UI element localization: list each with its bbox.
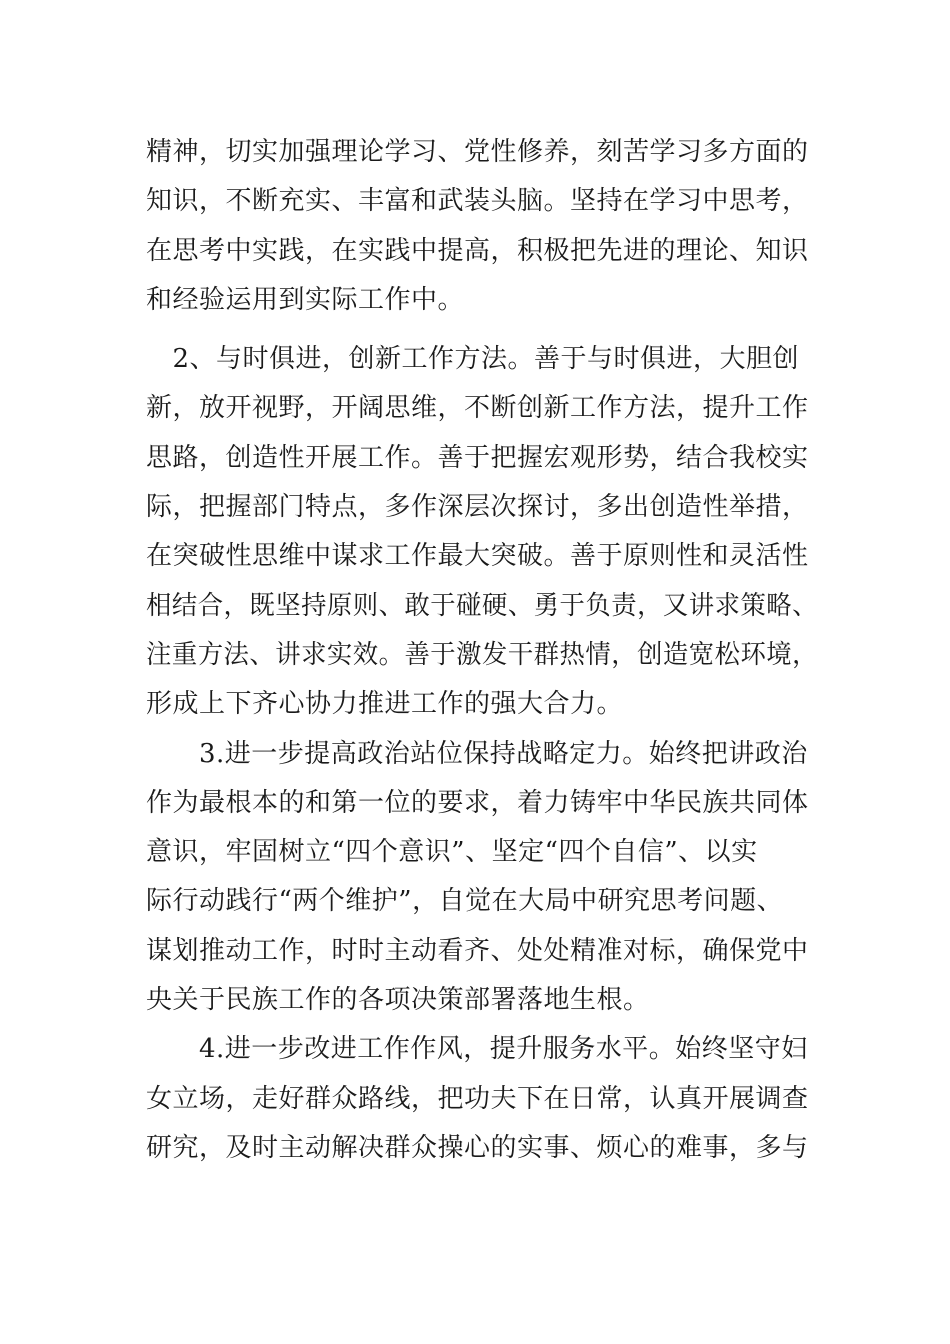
- text-line: 在突破性思维中谋求工作最大突破。善于原则性和灵活性: [146, 541, 809, 572]
- paragraph-3: [146, 730, 818, 1026]
- document-body: [146, 128, 818, 1173]
- text-line: 谋划推动工作，时时主动看齐、处处精准对标，确保党中: [146, 935, 809, 966]
- text-line: 知识，不断充实、丰富和武装头脑。坚持在学习中思考，: [146, 186, 809, 217]
- text-line: 研究，及时主动解决群众操心的实事、烦心的难事，多与: [146, 1132, 809, 1163]
- paragraph-2: [146, 335, 818, 729]
- text-line: 思路，创造性开展工作。善于把握宏观形势，结合我校实: [146, 442, 809, 473]
- text-line: 注重方法、讲求实效。善于激发干群热情，创造宽松环境，: [146, 639, 818, 670]
- paragraph-4: [146, 1025, 818, 1173]
- paragraph-1: [146, 128, 818, 325]
- text-line: 女立场，走好群众路线，把功夫下在日常，认真开展调查: [146, 1083, 809, 1114]
- text-line: 际，把握部门特点，多作深层次探讨，多出创造性举措，: [146, 492, 809, 523]
- text-line: 3.进一步提高政治站位保持战略定力。始终把讲政治: [146, 738, 808, 769]
- text-line: 4.进一步改进工作作风，提升服务水平。始终坚守妇: [146, 1034, 808, 1065]
- text-line: 2、与时俱进，创新工作方法。善于与时俱进，大胆创: [146, 344, 800, 375]
- text-line: 精神，切实加强理论学习、党性修养，刻苦学习多方面的: [146, 137, 809, 167]
- text-line: 际行动践行“两个维护”，自觉在大局中研究思考问题、: [146, 886, 784, 917]
- text-line: 和经验运用到实际工作中。: [146, 284, 465, 315]
- text-line: 相结合，既坚持原则、敢于碰硬、勇于负责，又讲求策略、: [146, 590, 818, 621]
- text-line: 新，放开视野，开阔思维，不断创新工作方法，提升工作: [146, 393, 809, 424]
- text-line: 央关于民族工作的各项决策部署落地生根。: [146, 985, 650, 1016]
- text-line: 作为最根本的和第一位的要求，着力铸牢中华民族共同体: [146, 787, 809, 818]
- text-line: 在思考中实践，在实践中提高，积极把先进的理论、知识: [146, 235, 809, 266]
- text-line: 形成上下齐心协力推进工作的强大合力。: [146, 689, 624, 720]
- text-line: 意识，牢固树立“四个意识”、坚定“四个自信”、以实: [146, 837, 758, 868]
